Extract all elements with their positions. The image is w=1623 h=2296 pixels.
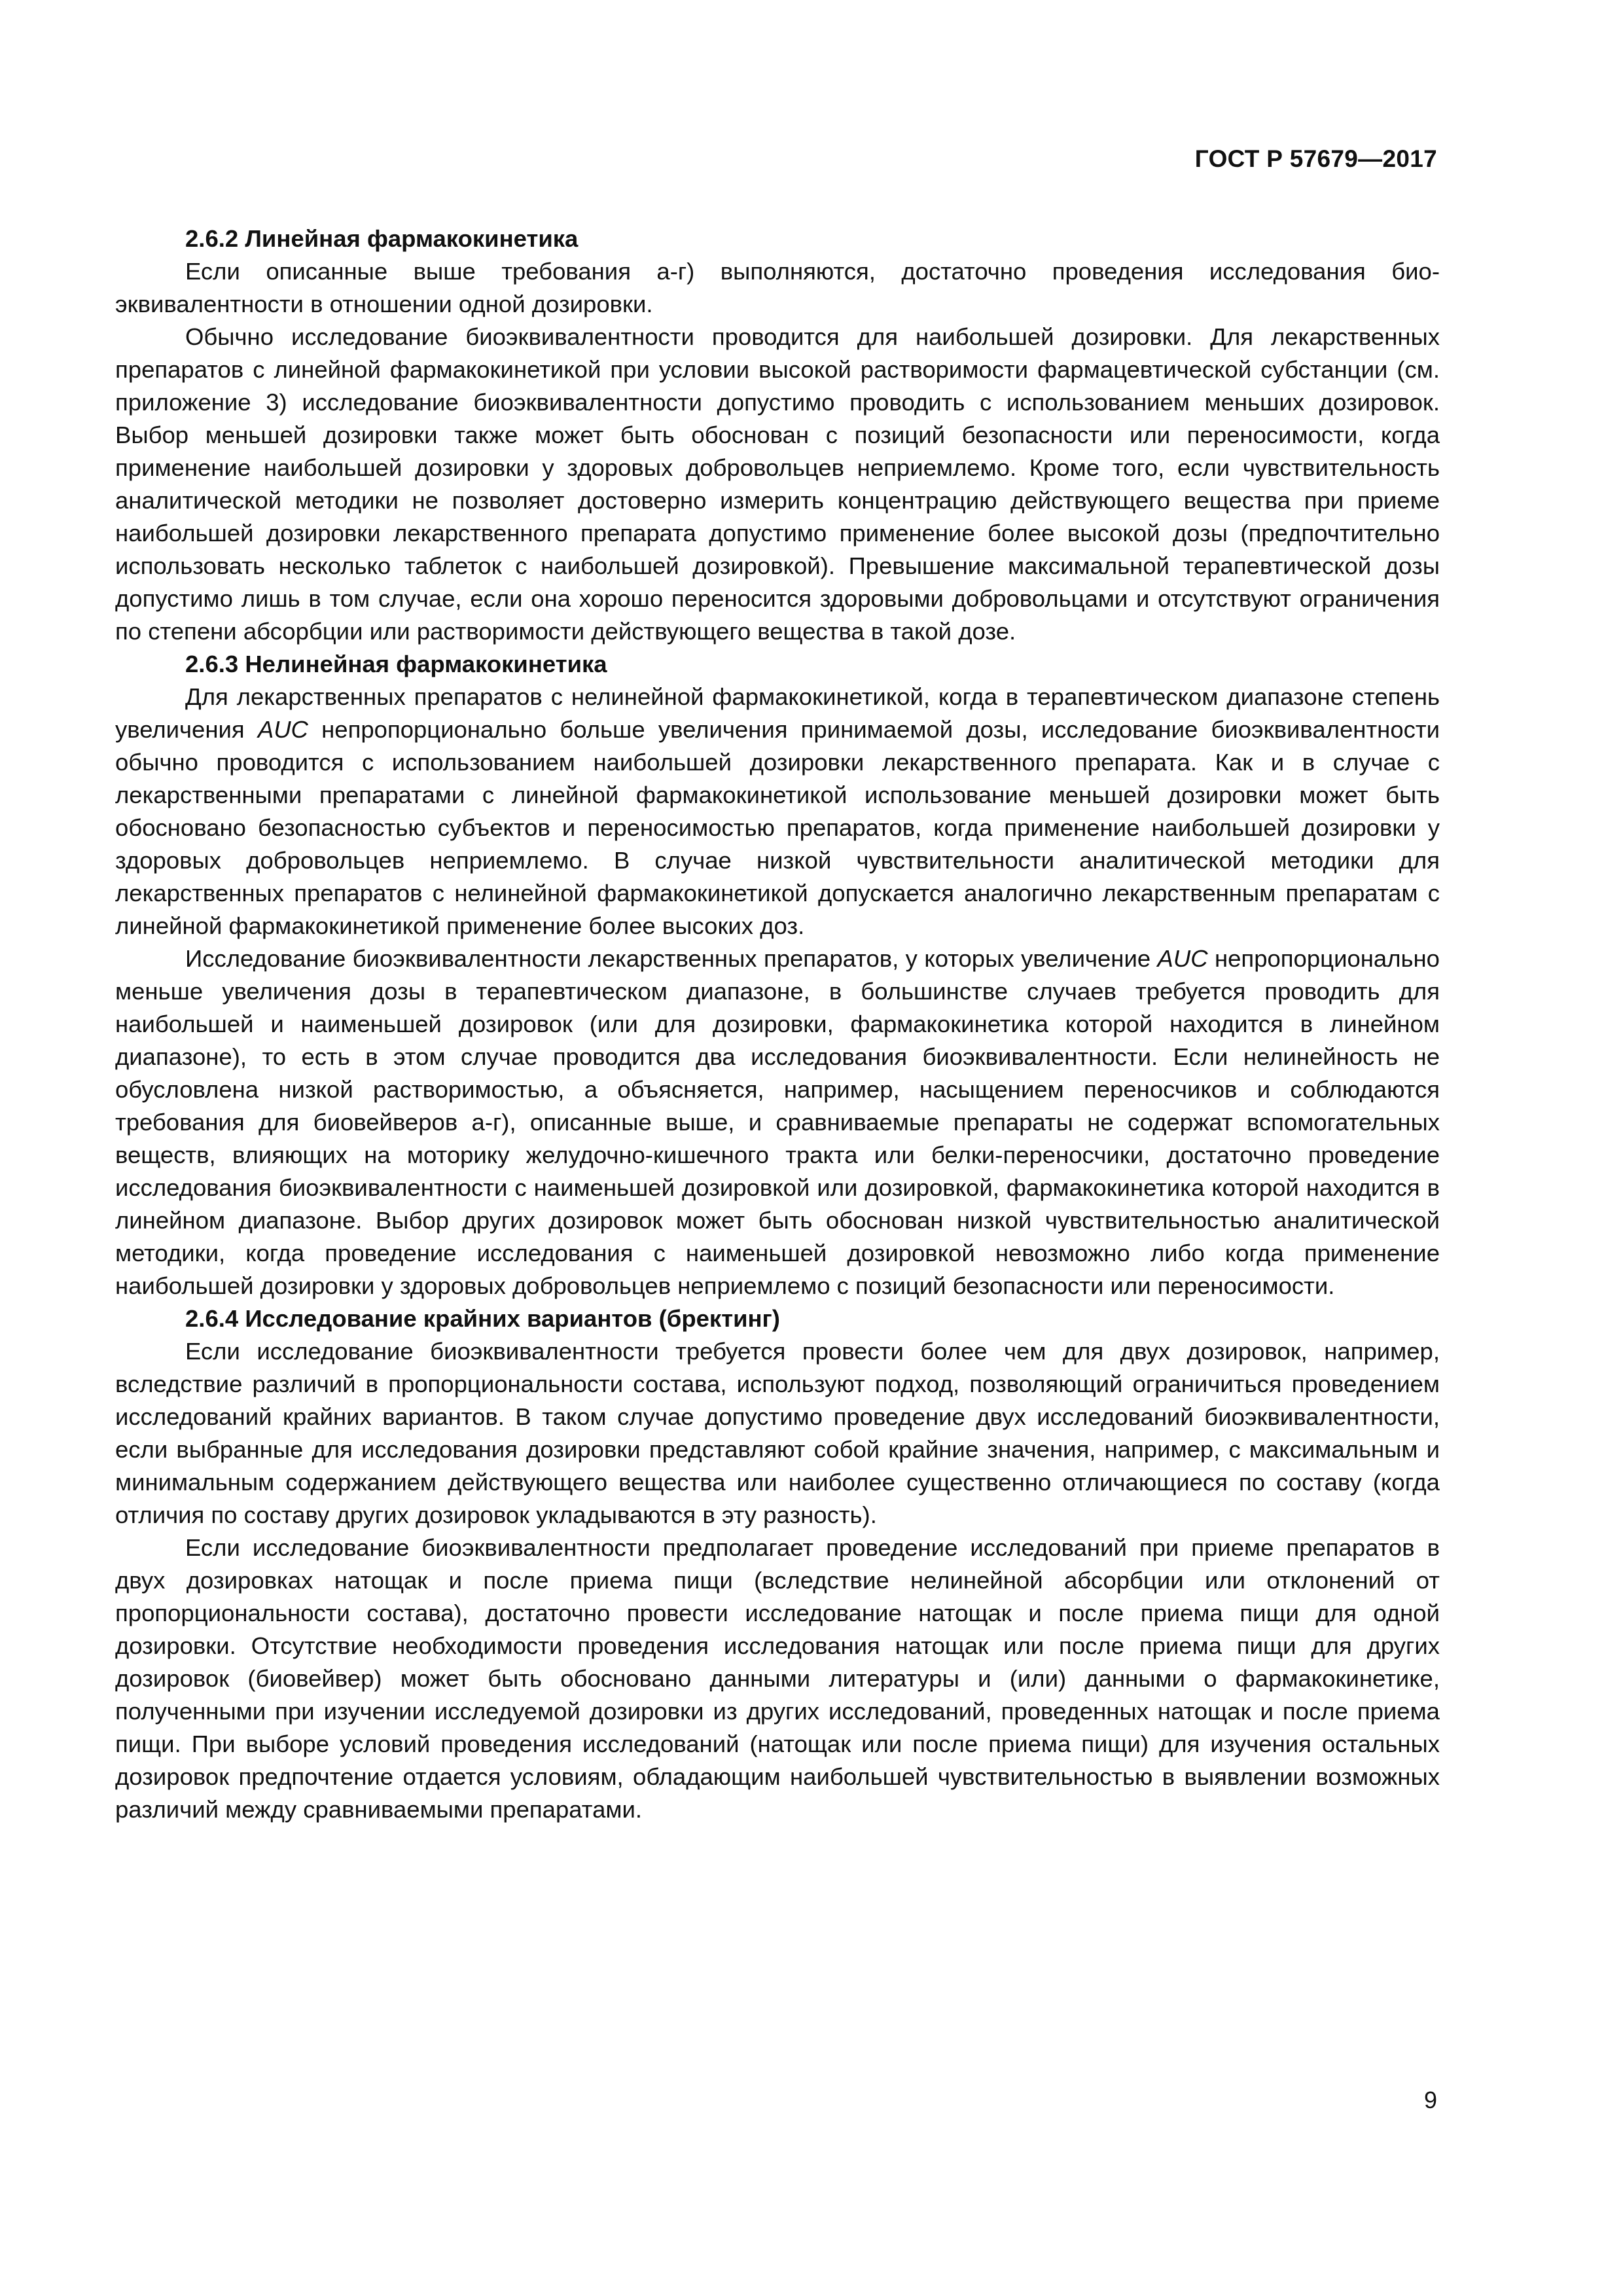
paragraph <box>115 681 1440 942</box>
text-run: Исследование биоэквивалентности лекарственных препаратов, у которых увеличение <box>185 945 1158 972</box>
section-heading-2-6-4: 2.6.4 Исследование крайних вариантов (бректинг) <box>185 1305 780 1332</box>
auc-term: AUC <box>1157 945 1208 972</box>
paragraph: Если описанные выше требования а-г) выполняются, достаточно проведения исследования биоэквивалентности в отношении одной дозировки. <box>115 258 1440 317</box>
auc-term: AUC <box>257 716 308 743</box>
text-run: непропорционально больше увеличения принимаемой дозы, исследование биоэквивалентности обычно проводится с использованием наибольшей дозировки лекарственного препарата. Как и в случае с лекарственными препаратами с линейной фармакокинетикой использование меньшей дозировки может быть обосновано безопасностью субъектов и переносимостью препаратов, когда применение наибольшей дозировки у здоровых добровольцев неприемлемо. В случае низкой чувствительности аналитической методики для лекарственных препаратов с нелинейной фармакокинетикой допускается аналогично лекарственным препаратам с линейной фармакокинетикой применение более высоких доз. <box>115 716 1440 939</box>
document-code-header: ГОСТ Р 57679—2017 <box>1194 145 1437 172</box>
section-heading-2-6-2: 2.6.2 Линейная фармакокинетика <box>185 225 579 252</box>
text-run: Для лекарственных препаратов с нелинейной фармакокинетикой, когда в терапевтическом диапазоне степень увеличения <box>115 683 1440 743</box>
paragraph <box>115 942 1440 1302</box>
page-number: 9 <box>1423 2087 1437 2113</box>
section-heading-2-6-3: 2.6.3 Нелинейная фармакокинетика <box>185 651 607 677</box>
paragraph: Если исследование биоэквивалентности требуется провести более чем для двух дозировок, например, вследствие различий в пропорциональности состава, используют подход, позволяющий ограничиться проведением исследований крайних вариантов. В таком случае допустимо проведение двух исследований биоэквивалентности, если выбранные для исследования дозировки представляют собой крайние значения, например, с максимальным и минимальным содержанием действующего вещества или наиболее существенно отличающиеся по составу (когда отличия по составу других дозировок укладываются в эту разность). <box>115 1338 1440 1528</box>
document-body <box>115 223 1440 1826</box>
paragraph: Если исследование биоэквивалентности предполагает проведение исследований при приеме препаратов в двух дозировках натощак и после приема пищи (вследствие нелинейной абсорбции или отклонений от пропорциональности состава), достаточно провести исследование натощак и после приема пищи для одной дозировки. Отсутствие необходимости проведения исследования натощак или после приема пищи для других дозировок (биовейвер) может быть обосновано данными литературы и (или) данными о фармакокинетике, полученными при изучении исследуемой дозировки из других исследований, проведенных натощак и после приема пищи. При выборе условий проведения исследований (натощак или после приема пищи) для изучения остальных дозировок предпочтение отдается условиям, обладающим наибольшей чувствительностью в выявлении возможных различий между сравниваемыми препаратами. <box>115 1534 1440 1823</box>
text-run: непропорционально меньше увеличения дозы в терапевтическом диапазоне, в большинстве случаев требуется проводить для наибольшей и наименьшей дозировок (или для дозировки, фармакокинетика которой находится в линейном диапазоне), то есть в этом случае проводится два исследования биоэквивалентности. Если нелинейность не обусловлена низкой растворимостью, а объясняется, например, насыщением переносчиков и соблюдаются требования для биовейверов а-г), описанные выше, и сравниваемые препараты не содержат вспомогательных веществ, влияющих на моторику желудочно-кишечного тракта или белки-переносчики, достаточно проведение исследования биоэквивалентности с наименьшей дозировкой или дозировкой, фармакокинетика которой находится в линейном диапазоне. Выбор других дозировок может быть обоснован низкой чувствительностью аналитической методики, когда проведение исследования с наименьшей дозировкой невозможно либо когда применение наибольшей дозировки у здоровых добровольцев неприемлемо с позиций безопасности или переносимости. <box>115 945 1440 1299</box>
paragraph: Обычно исследование биоэквивалентности проводится для наибольшей дозировки. Для лекарственных препаратов с линейной фармакокинетикой при условии высокой растворимости фармацевтической субстанции (см. приложение 3) исследование биоэквивалентности допустимо проводить с использованием меньших дозировок. Выбор меньшей дозировки также может быть обоснован с позиций безопасности или переносимости, когда применение наибольшей дозировки у здоровых добровольцев неприемлемо. Кроме того, если чувствительность аналитической методики не позволяет достоверно измерить концентрацию действующего вещества при приеме наибольшей дозировки лекарственного препарата допустимо применение более высокой дозы (предпочтительно использовать несколько таблеток с наибольшей дозировкой). Превышение максимальной терапевтической дозы допустимо лишь в том случае, если она хорошо переносится здоровыми добровольцами и отсутствуют ограничения по степени абсорбции или растворимости действующего вещества в такой дозе. <box>115 323 1440 645</box>
